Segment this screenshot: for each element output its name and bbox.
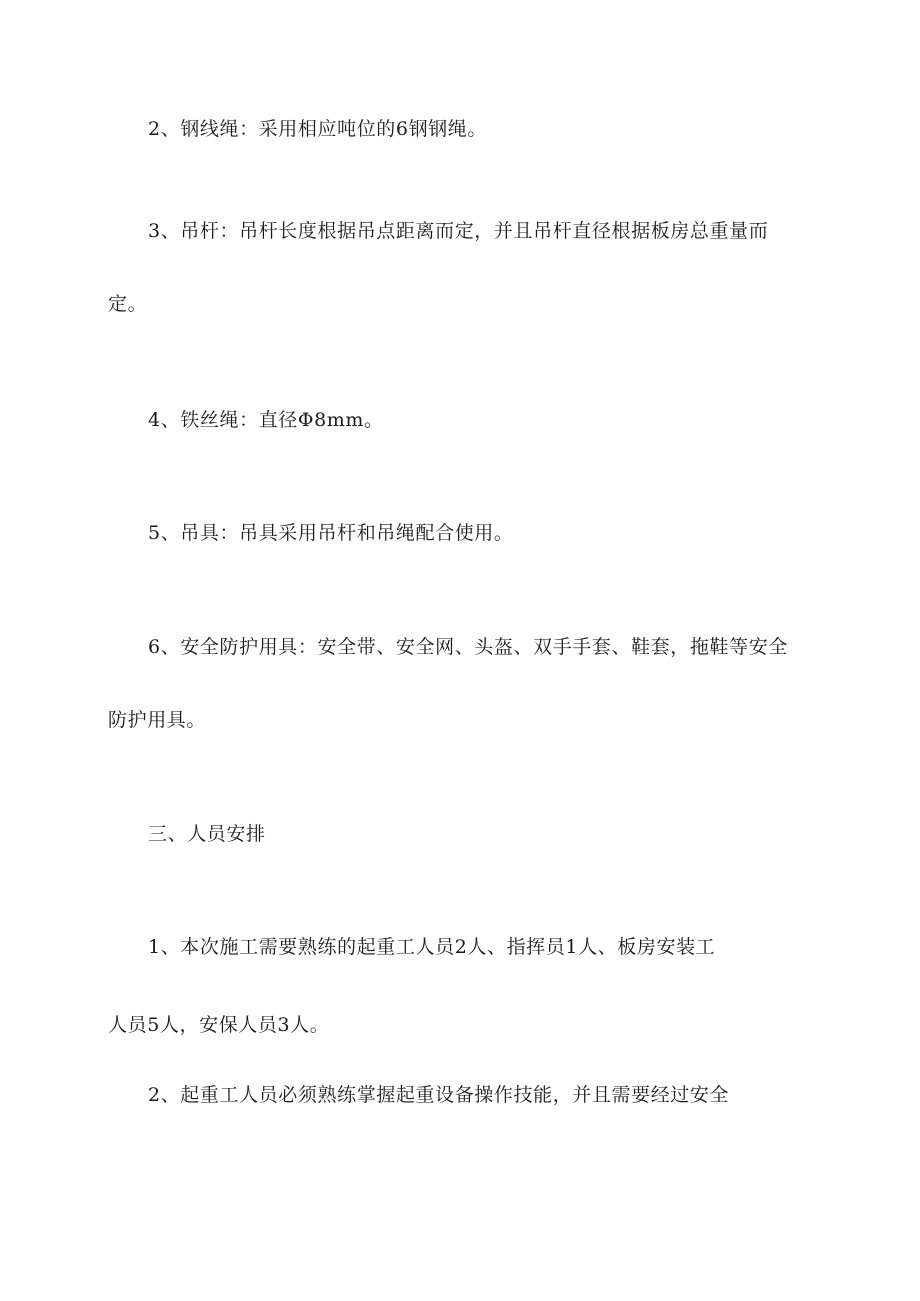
- item-3-boom-line-2: 定。: [108, 293, 148, 315]
- personnel-item-1-line-2: 人员5人，安保人员3人。: [108, 1014, 330, 1036]
- item-3-boom-line-1: 3、吊杆：吊杆长度根据吊点距离而定，并且吊杆直径根据板房总重量而: [148, 220, 769, 242]
- item-6-safety-gear-line-2: 防护用具。: [108, 709, 207, 731]
- personnel-item-2-line-1: 2、起重工人员必须熟练掌握起重设备操作技能，并且需要经过安全: [148, 1084, 730, 1106]
- item-6-safety-gear-line-1: 6、安全防护用具：安全带、安全网、头盔、双手手套、鞋套，拖鞋等安全: [148, 636, 788, 658]
- item-2-steel-wire-rope: 2、钢线绳：采用相应吨位的6钢钢绳。: [148, 118, 487, 140]
- section-heading-personnel: 三、人员安排: [148, 823, 266, 845]
- item-5-rigging: 5、吊具：吊具采用吊杆和吊绳配合使用。: [148, 522, 514, 544]
- personnel-item-1-line-1: 1、本次施工需要熟练的起重工人员2人、指挥员1人、板房安装工: [148, 936, 716, 958]
- item-4-iron-wire-rope: 4、铁丝绳：直径Φ8mm。: [148, 409, 384, 431]
